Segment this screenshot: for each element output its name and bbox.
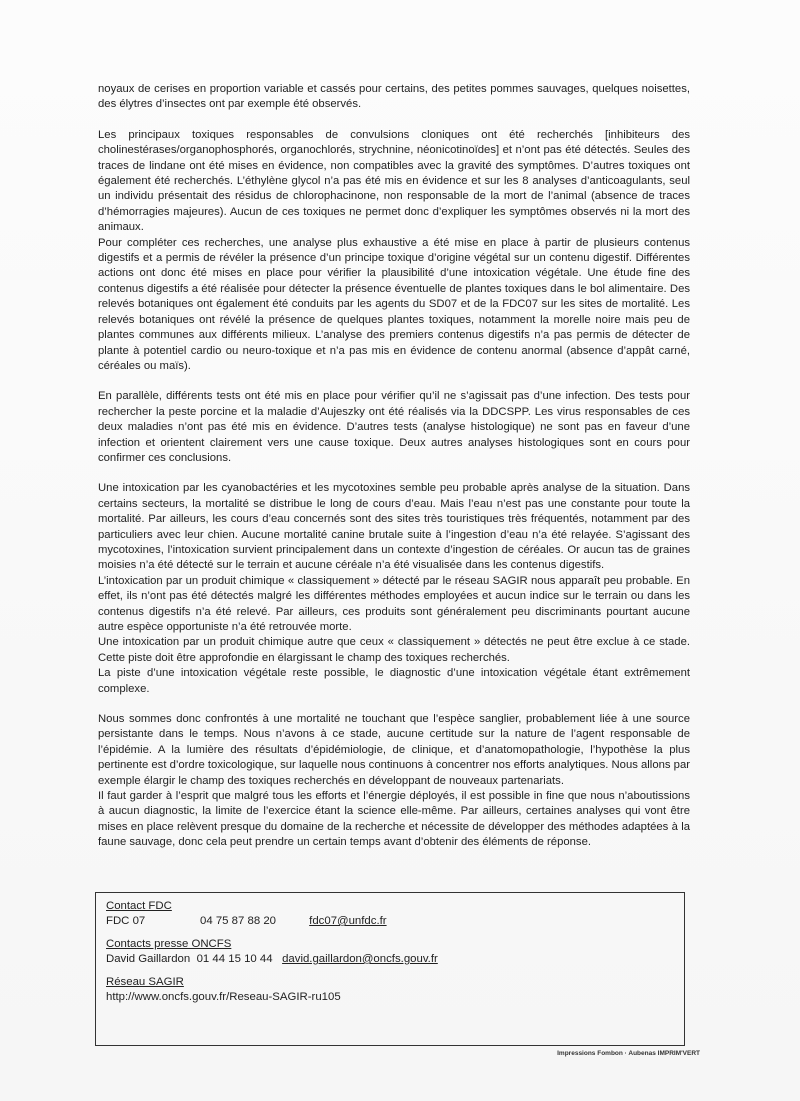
contact-oncfs-email-link[interactable]: david.gaillardon@oncfs.gouv.fr — [282, 953, 438, 965]
paragraph-5: Une intoxication par les cyanobactéries et les mycotoxines semble peu probable après analyse de la situation. Dans certains secteurs, la mortalité se distribue le long de cours d’eau. Mais l’eau n’est pas une constante pour toute la mortalité. Par ailleurs, les cours d’eau concernés sont des sites très touristiques très fréquentés, notamment par des particuliers avec leur chien. Aucune mortalité canine brutale suite à l’ingestion d’eau n’a été relayée. S’agissant des mycotoxines, l’intoxication survient principalement dans un contexte d’ingestion de céréales. Or aucun tas de graines moisies n’a été détecté sur le terrain et aucune céréale n’a été visualisée dans les contenus digestifs. — [98, 482, 690, 572]
paragraph-10: Il faut garder à l’esprit que malgré tous les efforts et l’énergie déployés, il est possible in fine que nous n’aboutissions à aucun diagnostic, la limite de l’exercice étant la science elle-même. Par ailleurs, certaines analyses qui vont être mises en place relèvent presque du domaine de la recherche et nécessite de développer des méthodes adaptées à la faune sauvage, donc cela peut prendre un certain temps avant d’obtenir des éléments de réponse. — [98, 790, 690, 849]
paragraph-1: noyaux de cerises en proportion variable et cassés pour certains, des petites pommes sauvages, quelques noisettes, des élytres d’insectes ont par exemple été observés. — [98, 83, 690, 111]
contact-oncfs-title: Contacts presse ONCFS — [106, 938, 232, 950]
contact-sagir-title: Réseau SAGIR — [106, 976, 184, 988]
paragraph-6: L’intoxication par un produit chimique « classiquement » détecté par le réseau SAGIR nous apparaît peu probable. En effet, ils n’ont pas été détectés malgré les différentes méthodes employées et aucun indice sur le terrain ou dans les contenus digestifs n’a été relevé. Par ailleurs, ces produits sont généralement peu discriminants pourtant aucune autre espèce opportuniste n’a été retrouvée morte. — [98, 574, 690, 633]
contact-fdc-title: Contact FDC — [106, 900, 172, 912]
contact-oncfs — [106, 937, 674, 967]
paragraph-3: Pour compléter ces recherches, une analyse plus exhaustive a été mise en place à partir de plusieurs contenus digestifs et a permis de révéler la présence d’un principe toxique d’origine végétal sur un contenu digestif. Différentes actions ont donc été mises en place pour vérifier la plausibilité d’une intoxication végétale. Une étude fine des contenus digestifs a été réalisée pour détecter la présence éventuelle de plantes toxiques dans le bol alimentaire. Des relevés botaniques ont également été conduits par les agents du SD07 et de la FDC07 sur les sites de mortalité. Les relevés botaniques ont révélé la présence de quelques plantes toxiques, notamment la morelle noire mais peu de plantes communes aux différents milieux. L’analyse des premiers contenus digestifs n’a pas permis de détecter de plante à potentiel cardio ou neuro-toxique et n’a pas mis en évidence de contenu anormal (absence d’appât carné, céréales ou maïs). — [98, 236, 690, 372]
contact-fdc-phone: 04 75 87 88 20 — [200, 915, 277, 927]
contact-sagir — [106, 975, 674, 1005]
contact-fdc-email-link[interactable]: fdc07@unfdc.fr — [309, 915, 387, 927]
contact-fdc-name: FDC 07 — [106, 915, 146, 927]
contact-fdc — [106, 899, 674, 929]
body-text — [98, 82, 690, 851]
printer-credit: Impressions Fombon · Aubenas IMPRIM'VERT — [557, 1050, 700, 1057]
paragraph-4: En parallèle, différents tests ont été mis en place pour vérifier qu’il ne s’agissait pas d’une infection. Des tests pour rechercher la peste porcine et la maladie d’Aujeszky ont été réalisés via la DDCSPP. Les virus responsables de ces deux maladies n’ont pas été mis en évidence. D’autres tests (analyse histologique) ne sont pas en faveur d’une infection et orientent clairement vers une cause toxique. Deux autres analyses histologiques sont en cours pour confirmer ces conclusions. — [98, 390, 690, 464]
contact-sagir-url-link[interactable]: http://www.oncfs.gouv.fr/Reseau-SAGIR-ru105 — [106, 991, 341, 1003]
contact-oncfs-phone: 01 44 15 10 44 — [196, 953, 273, 965]
paragraph-2: Les principaux toxiques responsables de convulsions cloniques ont été recherchés [inhibiteurs des cholinestérases/organophosphorés, organochlorés, strychnine, néonicotinoïdes] et n’ont pas été détectés. Seules des traces de lindane ont été mises en évidence, non compatibles avec la gravité des symptômes. D’autres toxiques ont également été recherchés. L’éthylène glycol n’a pas été mis en évidence et sur les 8 analyses d’anticoagulants, seul un individu présentait des résidus de chlorophacinone, non responsable de la mort de l’animal (absence de traces d’hémorragies majeures). Aucun de ces toxiques ne permet donc d’expliquer les symptômes observés ni la mort des animaux. — [98, 128, 690, 234]
paragraph-7: Une intoxication par un produit chimique autre que ceux « classiquement » détectés ne peut être exclue à ce stade. Cette piste doit être approfondie en élargissant le champ des toxiques recherchés. — [98, 636, 690, 664]
paragraph-9: Nous sommes donc confrontés à une mortalité ne touchant que l’espèce sanglier, probablement liée à une source persistante dans le temps. Nous n’avons à ce stade, aucune certitude sur la nature de l’agent responsable de l’épidémie. A la lumière des résultats d’épidémiologie, de clinique, et d’anatomopathologie, l’hypothèse la plus pertinente est d’ordre toxicologique, sur laquelle nous continuons à concentrer nos efforts analytiques. Nous allons par exemple élargir le champ des toxiques recherchés en développant de nouveaux partenariats. — [98, 713, 690, 787]
contact-oncfs-name: David Gaillardon — [106, 953, 191, 965]
contact-box — [95, 892, 685, 1046]
paragraph-8: La piste d’une intoxication végétale reste possible, le diagnostic d’une intoxication végétale étant extrêmement complexe. — [98, 667, 690, 695]
